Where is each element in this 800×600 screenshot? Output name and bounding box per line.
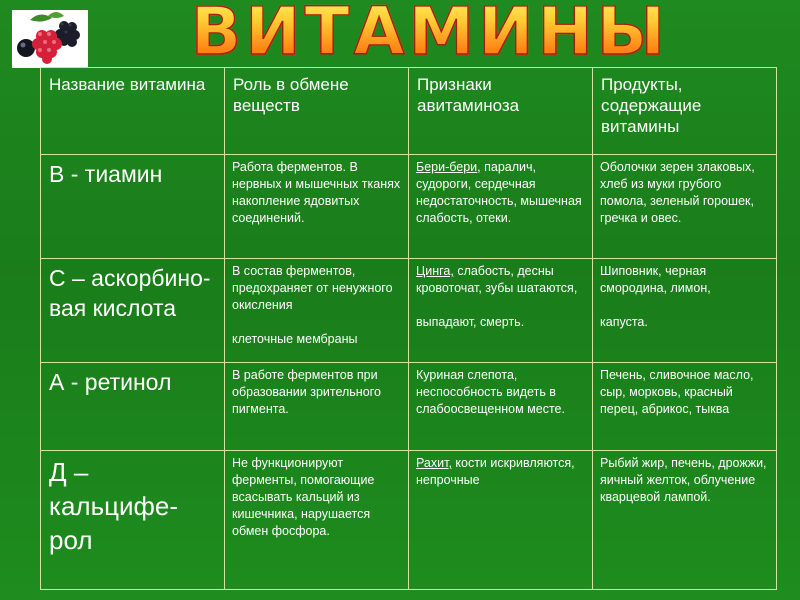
table-row: [41, 363, 777, 451]
signs-cell: Куриная слепота, неспособность видеть в слабоосвещенном месте.: [409, 363, 593, 451]
role-cell: [225, 259, 409, 363]
products-cell: Рыбий жир, печень, дрожжи, яичный желток, облучение кварцевой лампой.: [593, 451, 777, 590]
signs-text: , паралич, судороги, сердечная недостаточность, мышечная слабость, отеки.: [416, 160, 582, 225]
signs-cell: [409, 155, 593, 259]
role-cell: Не функционируют ферменты, помогающие всасывать кальций из кишечника, нарушается обмен фосфора.: [225, 451, 409, 590]
products-text-continued: капуста.: [600, 315, 648, 329]
role-cell: В работе ферментов при образовании зрительного пигмента.: [225, 363, 409, 451]
products-text: Шиповник, черная смородина, лимон,: [600, 264, 711, 295]
table-header-row: [41, 68, 777, 155]
table-row: [41, 259, 777, 363]
role-text-continued: клеточные мембраны: [232, 332, 358, 346]
disease-name: Бери-бери: [416, 160, 478, 174]
header-cell: Продукты, содержащие витамины: [593, 68, 777, 155]
table-row: [41, 451, 777, 590]
signs-text: кости искривляются, непрочные: [416, 456, 575, 487]
table-row: [41, 155, 777, 259]
vitamin-name-cell: В - тиамин: [41, 155, 225, 259]
signs-cell: [409, 259, 593, 363]
signs-text: слабость, десны кровоточат, зубы шатаются,: [416, 264, 578, 295]
signs-cell: [409, 451, 593, 590]
signs-text-continued: выпадают, смерть.: [416, 315, 525, 329]
vitamin-name-cell: Д – кальцифе-рол: [41, 451, 225, 590]
header-cell: Роль в обмене веществ: [225, 68, 409, 155]
products-cell: [593, 259, 777, 363]
disease-name: Цинга,: [416, 264, 454, 278]
role-text: В состав ферментов, предохраняет от ненужного окисления: [232, 264, 393, 312]
role-cell: Работа ферментов. В нервных и мышечных тканях накопление ядовитых соединений.: [225, 155, 409, 259]
products-cell: Печень, сливочное масло, сыр, морковь, красный перец, абрикос, тыква: [593, 363, 777, 451]
vitamin-name-cell: А - ретинол: [41, 363, 225, 451]
products-cell: Оболочки зерен злаковых, хлеб из муки грубого помола, зеленый горошек, гречка и овес.: [593, 155, 777, 259]
vitamin-name-cell: С – аскорбино-вая кислота: [41, 259, 225, 363]
header-cell: Название витамина: [41, 68, 225, 155]
disease-name: Рахит,: [416, 456, 452, 470]
berries-icon: [12, 10, 88, 68]
header-cell: Признаки авитаминоза: [409, 68, 593, 155]
page-title: ВИТАМИНЫ: [100, 0, 760, 70]
vitamins-table: [40, 67, 777, 590]
